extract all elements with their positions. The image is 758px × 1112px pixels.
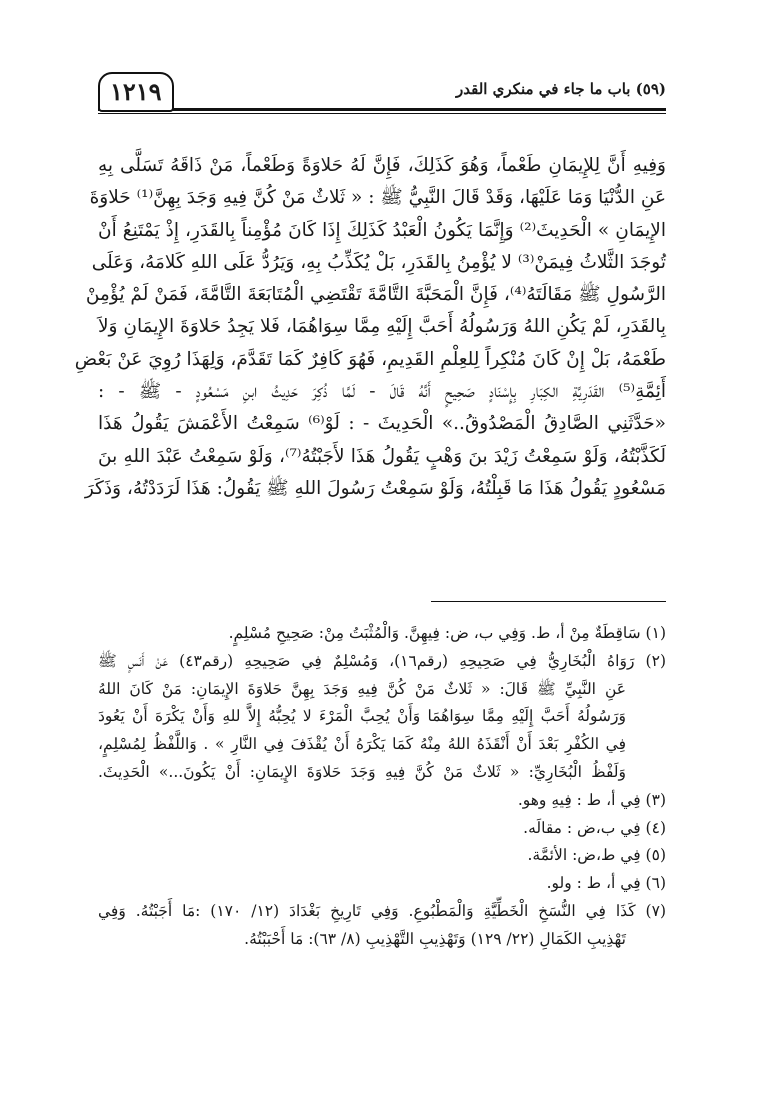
footnote-line: (٦) فِي أ، ط : ولو. xyxy=(546,874,666,893)
footnote-4 xyxy=(98,815,666,843)
footnote-7 xyxy=(98,898,666,954)
main-line: مَسْعُودٍ يَقُولُ هَذَا مَا قَبِلْتُهُ، وَلَوْ سَمِعْتُ رَسُولَ اللهِ ﷺ يَقُولُ: هَذَا لَرَدَدْتُهُ، وَذَكَرَ xyxy=(84,477,666,499)
footnote-2 xyxy=(98,648,666,787)
footnote-6 xyxy=(98,870,666,898)
main-line: تُوجَدَ الثَّلاثُ فِيمَنْ⁽³⁾ لا يُؤْمِنُ بِالقَدَرِ، بَلْ يُكَذِّبُ بِهِ، وَيَرُدُّ عَلَى اللهِ كَلامَهُ، وَعَلَى xyxy=(91,251,666,273)
footnotes xyxy=(98,620,666,954)
footnote-line: (٧) كَذَا فِي النُّسَخِ الْخَطِّيَّةِ وَالْمَطْبُوعِ. وَفِي تَارِيخِ بَغْدَادَ (١٢/ ١٧٠) :مَا أَجَبْتُهُ. وَفِي xyxy=(98,901,666,920)
page-header xyxy=(98,78,666,112)
footnote-line: عَنِ النَّبِيِّ ﷺ قَالَ: « ثَلاثٌ مَنْ كُنَّ فِيهِ وَجَدَ بِهِنَّ حَلاوَةَ الإِيمَانِ: مَنْ كَانَ اللهُ xyxy=(98,679,626,698)
footnote-line: وَرَسُولُهُ أَحَبَّ إِلَيْهِ مِمَّا سِوَاهُمَا وَأَنْ يُحِبَّ الْمَرْءَ لا يُحِبُّهُ إِلاَّ للهِ وَأَنْ يَكْرَهَ أَنْ يَعُودَ xyxy=(98,707,626,726)
running-title: (٥٩) باب ما جاء في منكري القدر xyxy=(455,80,666,98)
main-line: الرَّسُولِ ﷺ مَقَالَتَهُ⁽⁴⁾، فَإِنَّ الْمَحَبَّةَ التَّامَّةَ تَقْتَضِي الْمُتَابَعَةَ التَّامَّةَ، فَمَنْ لَمْ يُؤْمِنْ xyxy=(85,284,666,306)
footnote-divider xyxy=(431,601,666,602)
footnote-5 xyxy=(98,842,666,870)
header-rule-thin xyxy=(98,113,666,114)
header-rule-thick xyxy=(98,108,666,111)
main-line: طَعْمَهُ، بَلْ إِنْ كَانَ مُنْكِراً لِلعِلْمِ القَدِيمِ، فَهُوَ كَافِرٌ كَمَا تَقَدَّمَ، وَلِهَذَا رُوِيَ عَنْ بَعْضِ xyxy=(74,348,666,370)
main-line: الإِيمَانِ » الْحَدِيثَ⁽²⁾ وَإِنَّمَا يَكُونُ الْعَبْدُ كَذَلِكَ إِذَا كَانَ مُؤْمِناً بِالقَدَرِ، إِذْ يَمْتَنِعُ أَنْ xyxy=(98,219,666,241)
footnote-line: (١) سَاقِطَةٌ مِنْ أ، ط. وَفِي ب، ض: فِيهِنَّ. وَالْمُثْبَتُ مِنْ: صَحِيحِ مُسْلِمٍ. xyxy=(228,624,666,642)
footnote-line: (٥) فِي ط،ض: الأئمَّة. xyxy=(527,846,666,865)
main-line: أَئِمَّةِ⁽⁵⁾ القَدَرِيَّةِ الكِبَارِ بِإِسْنَادٍ صَحِيحٍ أَنَّهُ قَالَ - لَمَّا ذُكِرَ حَدِيثُ ابنِ مَسْعُودٍ - ﷺ - : xyxy=(98,381,666,403)
footnote-line: وَلَفْظُ الْبُخَارِيِّ: « ثَلاثٌ مَنْ كُنَّ فِيهِ وَجَدَ حَلاوَةَ الإِيمَانِ: أَنْ يَكُونَ...» الْحَدِيثَ. xyxy=(98,762,626,781)
footnote-line: (٣) فِي أ، ط : فِيهِ وهو. xyxy=(517,790,666,809)
page-number: ١٢١٩ xyxy=(98,72,174,112)
main-text xyxy=(74,150,666,505)
footnote-1 xyxy=(98,620,666,648)
main-line: لَكَذَّبْتُهُ، وَلَوْ سَمِعْتُ زَيْدَ بنَ وَهْبٍ يَقُولُ هَذَا لأَجَبْتُهُ⁽⁷⁾، وَلَوْ سَمِعْتُ عَبْدَ اللهِ بنَ xyxy=(98,445,666,467)
main-line: عَنِ الدُّنْيَا وَمَا عَلَيْهَا، وَقَدْ قَالَ النَّبِيُّ ﷺ : « ثَلاثٌ مَنْ كُنَّ فِيهِ وَجَدَ بِهِنَّ⁽¹⁾ حَلاوَةَ xyxy=(89,187,666,209)
footnote-3 xyxy=(98,787,666,815)
footnote-line: تَهْذِيبِ الكَمَالِ (٢٢/ ١٢٩) وَتَهْذِيبِ التَّهْذِيبِ (٨/ ٦٣): مَا أَحْبَبْتُهُ. xyxy=(244,929,626,948)
main-line: بِالقَدَرِ، لَمْ يَكُنِ اللهُ وَرَسُولُهُ أَحَبَّ إِلَيْهِ مِمَّا سِوَاهُمَا، فَلا يَجِدُ حَلاوَةَ الإِيمَانِ وَلاَ xyxy=(98,316,666,338)
footnote-line: (٢) رَوَاهُ الْبُخَارِيُّ فِي صَحِيحِهِ (رقم١٦)، وَمُسْلِمٌ فِي صَحِيحِهِ (رقم٤٣) عَنْ أَنَسٍ ﷺ xyxy=(98,651,666,670)
main-line: «حَدَّثَنِي الصَّادِقُ الْمَصْدُوقُ..» الْحَدِيثَ - : لَوْ⁽⁶⁾ سَمِعْتُ الأَعْمَشَ يَقُولُ هَذَا xyxy=(98,413,666,435)
footnote-line: (٤) فِي ب،ض : مقالَه. xyxy=(523,818,666,837)
footnote-line: فِي الكُفْرِ بَعْدَ أَنْ أَنْقَذَهُ اللهُ مِنْهُ كَمَا يَكْرَهُ أَنْ يُقْذَفَ فِي النَّارِ » . وَاللَّفْظُ لِمُسْلِمٍ، xyxy=(98,735,626,754)
main-line: وَفِيهِ أَنَّ لِلإِيمَانِ طَعْماً، وَهُوَ كَذَلِكَ، فَإِنَّ لَهُ حَلاوَةً وَطَعْماً، مَنْ ذَاقَهُ تَسَلَّى بِهِ xyxy=(98,155,666,176)
